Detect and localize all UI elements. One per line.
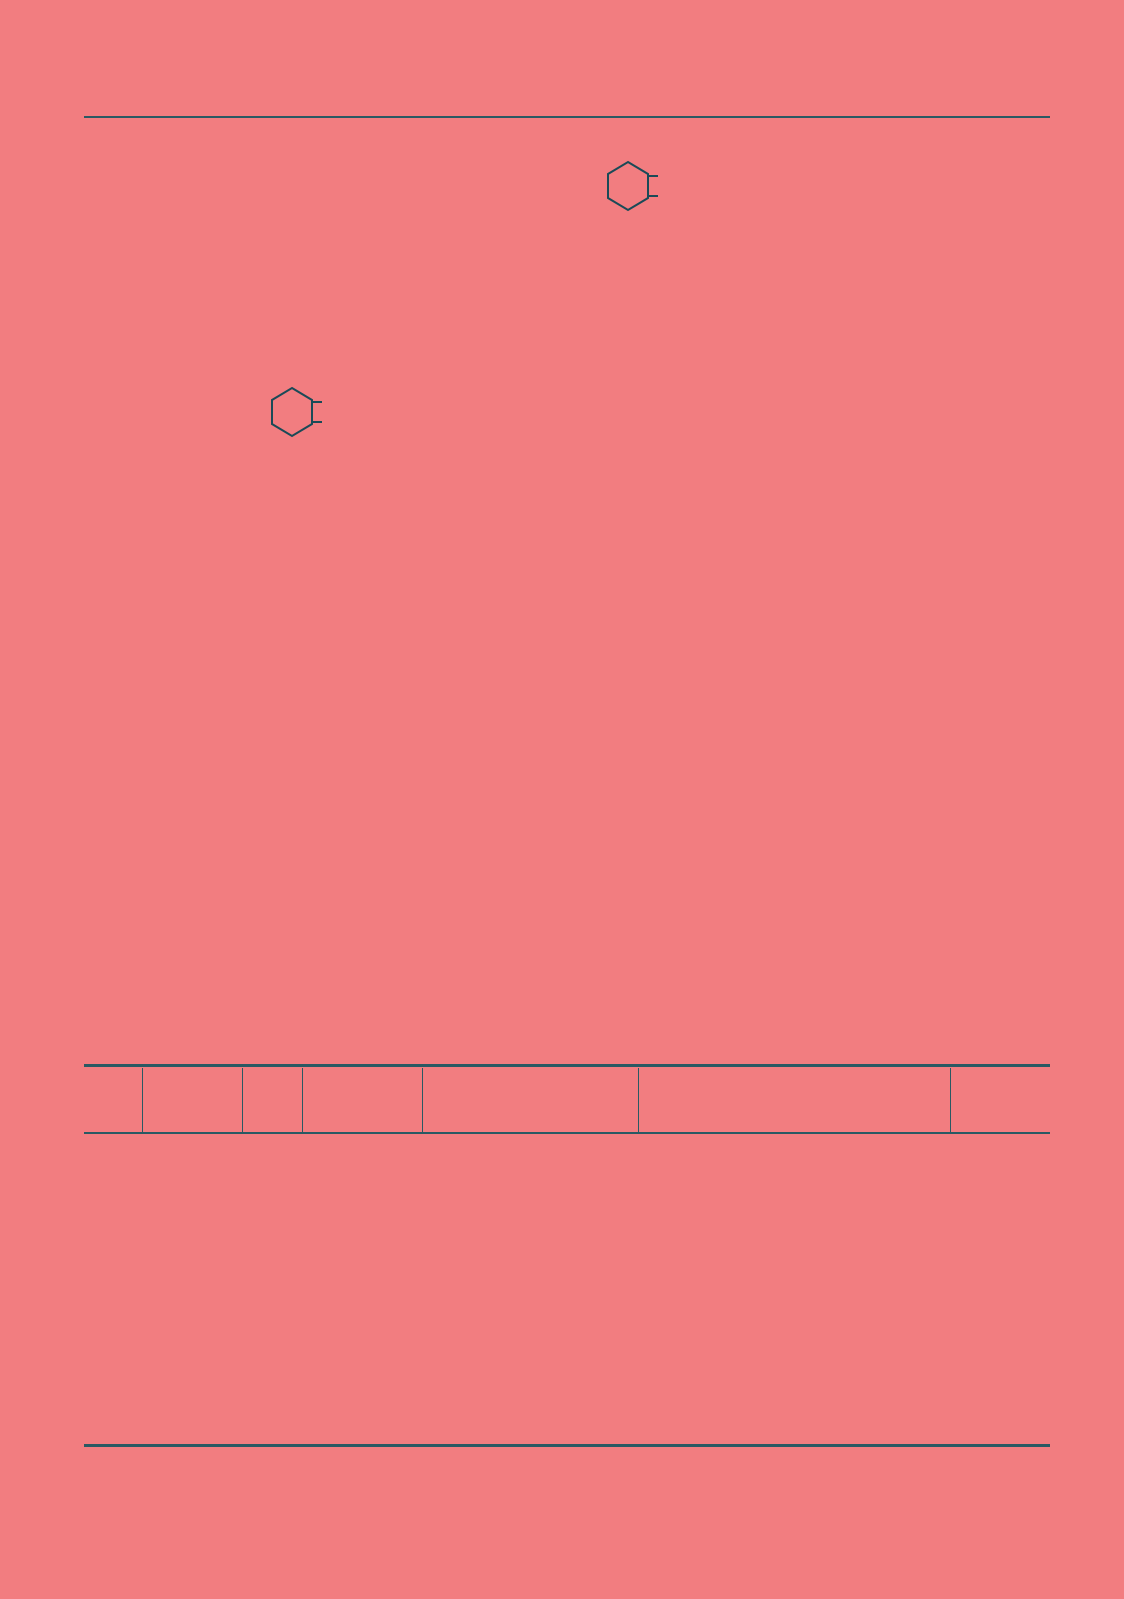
header-no bbox=[84, 1068, 142, 1133]
header-mw bbox=[242, 1068, 302, 1133]
header-name bbox=[638, 1068, 950, 1133]
header-time bbox=[142, 1068, 242, 1133]
chromatogram bbox=[220, 480, 880, 900]
table-header-row bbox=[84, 1068, 1050, 1133]
table-top-rule bbox=[84, 1064, 1050, 1067]
butyl-isobutyl-phthalate-structure bbox=[598, 156, 658, 226]
dibutyl-phthalate-structure bbox=[262, 376, 322, 456]
composition-table bbox=[84, 1068, 1050, 1134]
header-mf bbox=[302, 1068, 422, 1133]
benzene-ring-right bbox=[608, 162, 648, 210]
header-rule bbox=[84, 116, 1050, 118]
header-rel bbox=[950, 1068, 1050, 1133]
benzene-ring-left bbox=[272, 388, 312, 436]
header-structure bbox=[422, 1068, 638, 1133]
table-bottom-rule bbox=[84, 1444, 1050, 1447]
